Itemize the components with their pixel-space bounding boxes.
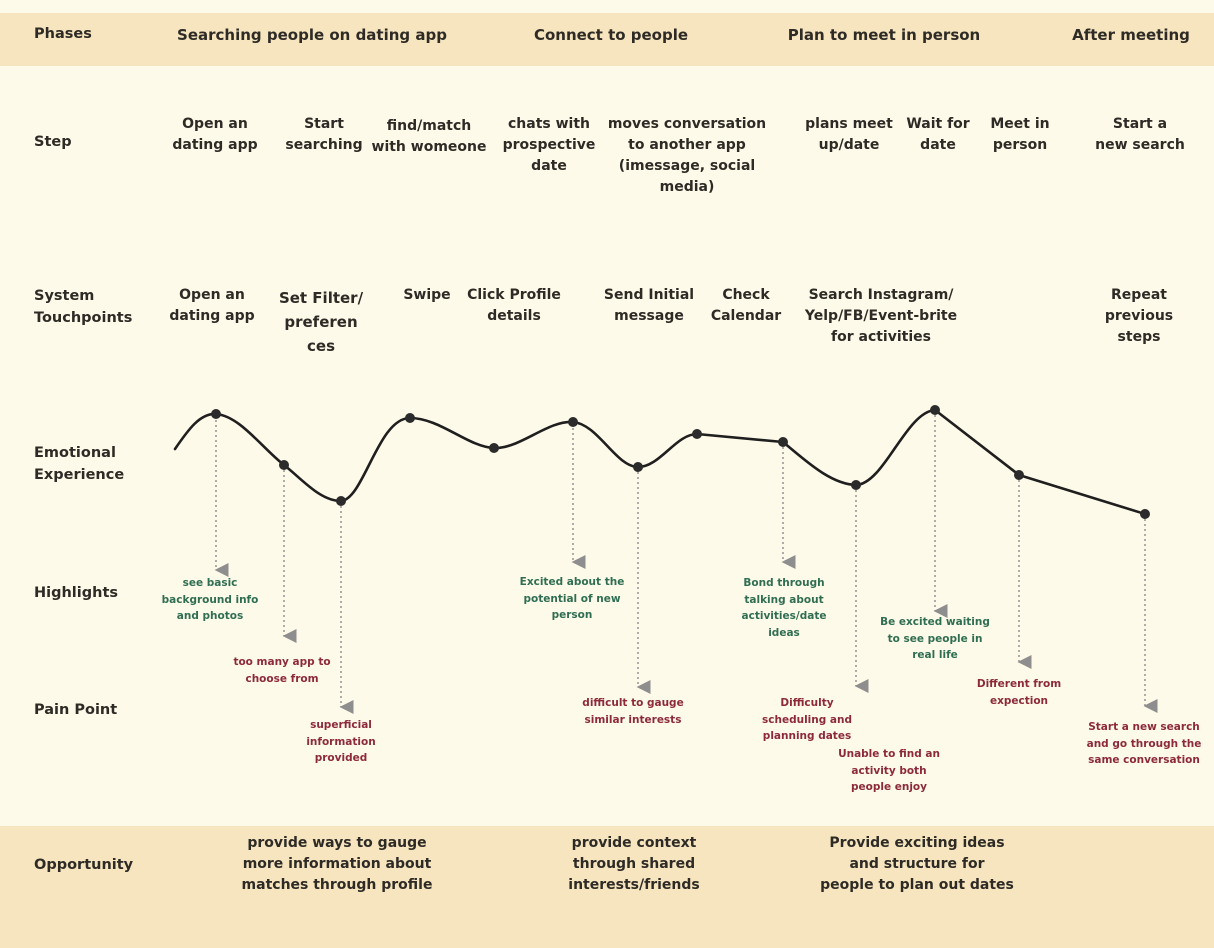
pain-line: expection xyxy=(989,694,1049,707)
touchpoint-line: previous xyxy=(1104,308,1174,324)
opportunity-line: and structure for xyxy=(849,856,985,872)
opportunity-line: provide context xyxy=(571,835,697,851)
emotion-point-send-message xyxy=(633,462,643,472)
emotion-point-new-search xyxy=(1140,509,1150,519)
pain-line: Difficulty xyxy=(780,697,834,709)
step-line: plans meet xyxy=(805,116,893,132)
touchpoints-label-line2: Touchpoints xyxy=(34,310,133,326)
pain-line: difficult to gauge xyxy=(582,697,684,709)
pain-line: same conversation xyxy=(1088,754,1200,766)
touchpoint-line: Open an xyxy=(179,287,245,303)
pain-gauge-interests xyxy=(582,695,683,728)
touchpoint-line: Calendar xyxy=(710,308,782,324)
step-line: Start xyxy=(304,116,344,132)
pain-line: superficial xyxy=(310,719,372,731)
touchpoint-line: Repeat xyxy=(1111,287,1167,303)
emotion-point-set-filter xyxy=(279,460,289,470)
highlight-line: ideas xyxy=(768,626,800,639)
highlight-line: activities/date xyxy=(741,610,827,622)
phase-searching: Searching people on dating app xyxy=(177,26,447,44)
touchpoint-line: Search Instagram/ xyxy=(808,287,954,303)
touchpoint-line: for activities xyxy=(831,329,931,345)
pain-superficial-info xyxy=(306,717,375,767)
opportunity-date-ideas xyxy=(820,833,1014,896)
step-line: moves conversation xyxy=(607,116,767,132)
highlight-excited-new-person xyxy=(520,574,625,624)
highlight-line: background info xyxy=(161,593,259,606)
highlight-basic-info xyxy=(162,575,259,625)
emotion-point-meet-in-person xyxy=(1014,470,1024,480)
touchpoint-line: Check xyxy=(722,287,770,303)
emotion-point-filter-low xyxy=(336,496,346,506)
highlight-line: potential of new xyxy=(523,592,621,605)
highlight-line: Bond through xyxy=(743,577,825,589)
highlight-line: to see people in xyxy=(887,632,983,645)
emotional-label-line1: Emotional xyxy=(34,445,116,461)
opportunity-line: Provide exciting ideas xyxy=(829,835,1005,851)
pain-different-expectation xyxy=(977,676,1061,709)
highlight-line: Be excited waiting xyxy=(880,616,990,628)
pain-line: and go through the xyxy=(1086,737,1202,750)
touchpoint-line: Set Filter/ xyxy=(278,289,364,307)
highlight-line: Excited about the xyxy=(519,576,625,588)
opportunity-line: provide ways to gauge xyxy=(247,835,427,851)
pain-point-label: Pain Point xyxy=(34,702,118,718)
pain-line: Different from xyxy=(976,678,1062,690)
step-line: find/match xyxy=(386,118,472,134)
opportunity-line: through shared xyxy=(572,856,696,872)
touchpoint-line: Send Initial xyxy=(603,287,695,303)
step-line: Meet in xyxy=(990,116,1050,132)
step-line: new search xyxy=(1095,137,1185,153)
opportunity-line: matches through profile xyxy=(241,877,433,893)
emotion-point-chats xyxy=(568,417,578,427)
emotion-point-open-app xyxy=(211,409,221,419)
step-line: Start a xyxy=(1112,116,1168,132)
highlight-bond-activities xyxy=(742,575,827,641)
step-line: to another app xyxy=(628,137,746,153)
emotion-point-wait-for-date xyxy=(930,405,940,415)
phase-connect: Connect to people xyxy=(533,26,689,44)
pain-too-many-apps xyxy=(233,654,330,687)
phases-label: Phases xyxy=(34,26,92,42)
opportunity-line: people to plan out dates xyxy=(820,877,1014,893)
opportunity-line: more information about xyxy=(242,856,432,872)
emotion-point-search-activities xyxy=(851,480,861,490)
highlights-label: Highlights xyxy=(34,585,119,601)
emotion-curve xyxy=(175,410,1145,514)
touchpoint-line: preferen xyxy=(284,313,358,331)
phase-after-meeting: After meeting xyxy=(1072,26,1190,44)
opportunity-profile-info xyxy=(242,833,433,896)
emotional-label-line2: Experience xyxy=(34,467,125,483)
pain-line: information xyxy=(306,735,376,748)
touchpoint-line: Yelp/FB/Event-brite xyxy=(804,308,958,324)
touchpoint-line: Click Profile xyxy=(467,287,561,303)
highlight-line: see basic xyxy=(182,577,238,589)
pain-line: similar interests xyxy=(584,713,682,726)
step-line: dating app xyxy=(172,137,258,153)
step-line: prospective xyxy=(502,137,596,153)
step-line: person xyxy=(992,137,1048,153)
pain-new-search-repeat xyxy=(1087,719,1202,769)
step-line: Wait for xyxy=(906,116,970,132)
step-line: date xyxy=(920,137,956,153)
touchpoint-line: message xyxy=(614,308,684,324)
step-line: (imessage, social xyxy=(618,158,756,174)
step-line: chats with xyxy=(507,116,590,132)
step-line: date xyxy=(531,158,567,174)
pain-activity-both-enjoy xyxy=(838,746,940,796)
emotion-point-move-conversation xyxy=(692,429,702,439)
emotion-point-check-calendar xyxy=(778,437,788,447)
phase-plan-meet: Plan to meet in person xyxy=(787,26,981,44)
pain-line: people enjoy xyxy=(850,781,927,793)
highlight-line: and photos xyxy=(176,610,244,622)
touchpoint-line: steps xyxy=(1117,329,1161,345)
touchpoint-line: Swipe xyxy=(403,287,451,303)
opportunity-shared-interests xyxy=(568,833,699,896)
step-line: with womeone xyxy=(371,139,487,155)
opportunity-label: Opportunity xyxy=(34,857,134,873)
highlight-line: real life xyxy=(912,649,958,661)
emotion-point-click-profile xyxy=(489,443,499,453)
pain-line: choose from xyxy=(245,672,319,685)
pain-line: provided xyxy=(314,752,368,764)
highlight-line: person xyxy=(551,609,593,621)
step-line: up/date xyxy=(818,137,880,153)
touchpoint-line: details xyxy=(487,308,541,324)
touchpoint-line: ces xyxy=(307,337,335,355)
pain-line: too many app to xyxy=(233,656,331,668)
pain-scheduling xyxy=(762,695,852,745)
pain-line: Start a new search xyxy=(1088,721,1200,733)
pain-line: planning dates xyxy=(762,730,852,742)
touchpoints-label-line1: System xyxy=(34,288,95,304)
step-line: media) xyxy=(659,179,715,195)
pain-line: scheduling and xyxy=(762,713,852,726)
step-line: Open an xyxy=(182,116,248,132)
pain-line: Unable to find an xyxy=(838,748,940,760)
opportunity-line: interests/friends xyxy=(568,877,700,893)
pain-line: activity both xyxy=(851,764,927,777)
highlight-line: talking about xyxy=(744,593,824,606)
step-label: Step xyxy=(34,134,72,150)
step-line: searching xyxy=(285,137,363,153)
highlight-excited-waiting xyxy=(880,614,990,664)
emotion-point-swipe xyxy=(405,413,415,423)
touchpoint-line: dating app xyxy=(169,308,255,324)
